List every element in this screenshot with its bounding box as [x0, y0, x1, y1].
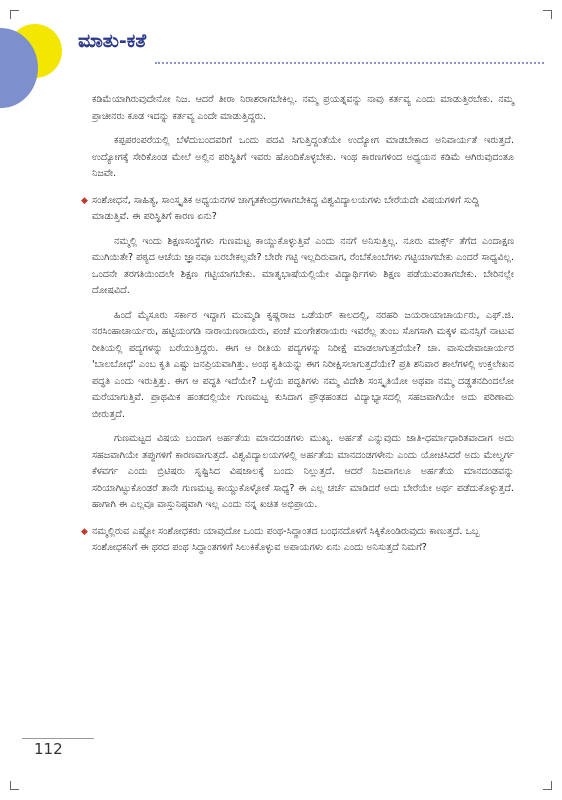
interview-question: [81, 524, 514, 557]
paragraph: ಕಡಿಮೆಯಾಗಿರುವುದೇನೋ ನಿಜ. ಆದರೆ ತೀರಾ ನಿರಾಶರಾಗಬೇಕಿಲ್ಲ. ನಮ್ಮ ಪ್ರಯತ್ನವನ್ನು ನಾವು ಕರ್ತವ್ಯ ಎಂದು ಮಾಡುತ್ತಿರಬೇಕು. ನಮ್ಮ ಪ್ರಾಚೀನರು ಕೂಡ ಇದನ್ನು ಕರ್ತವ್ಯ ಎಂದೇ ಮಾಡುತ್ತಿದ್ದರು.: [92, 94, 514, 122]
title-dotted-rule: [155, 62, 544, 64]
diamond-bullet-icon: ◆: [81, 195, 88, 206]
question-text: ಸಂಶೋಧನೆ, ಸಾಹಿತ್ಯ, ಸಾಂಸ್ಕೃತಿಕ ಅಧ್ಯಯನಗಳ ಜಾಗೃತಕೇಂದ್ರಗಳಾಗಬೇಕಿದ್ದ ವಿಶ್ವವಿದ್ಯಾಲಯಗಳು ಬೇರೆಯದೇ ವಿಷಯಗಳಿಗೆ ಸುದ್ದಿ ಮಾಡುತ್ತಿವೆ. ಈ ಪರಿಸ್ಥಿತಿಗೆ ಕಾರಣ ಏನು?: [92, 194, 480, 222]
page-number: 112: [34, 740, 63, 758]
diamond-bullet-icon: ◆: [81, 526, 88, 537]
paragraph: ನಮ್ಮಲ್ಲಿ ಇಂದು ಶಿಕ್ಷಣಸಂಸ್ಥೆಗಳು ಗುಣಮಟ್ಟ ಕಾಯ್ದುಕೊಳ್ಳುತ್ತಿವೆ ಎಂದು ನನಗೆ ಅನಿಸುತ್ತಿಲ್ಲ. ನೂರು ಮಾರ್ಕ್ಸ್ ತೆಗೆದ ಎಂದಾಕ್ಷಣ ಮುಗಿಯಿತೇ? ಪಠ್ಯದ ಆಚೆಯ ಜ್ಞಾನವೂ ಬರಬೇಕಲ್ಲವೇ? ಬೇರೇ ಗಟ್ಟಿ ಇಲ್ಲದಿರುವಾಗ, ರೆಂಬೆಕೊಂಬೆಗಳು ಗಟ್ಟಿಯಾಗಬೇಕು ಎಂದರೆ ಸಾಧ್ಯವಿಲ್ಲ. ಒಂದನೇ ತರಗತಿಯಿಂದಲೇ ಶಿಕ್ಷಣ ಗಟ್ಟಿಯಾಗಬೇಕು. ಮಾತೃಭಾಷೆಯಲ್ಲಿಯೇ ವಿದ್ಯಾರ್ಥಿಗಳು ಶಿಕ್ಷಣ ಪಡೆಯುವಂತಾಗಬೇಕು. ಬೇರಿನಲ್ಲೇ ದೋಷವಿದೆ.: [92, 235, 514, 296]
crop-mark-bottom-left: [10, 781, 19, 790]
paragraph: ಗುಣಮಟ್ಟದ ವಿಷಯ ಬಂದಾಗ ಅರ್ಹತೆಯ ಮಾನದಂಡಗಳು ಮುಖ್ಯ. ಅರ್ಹತೆ ಎನ್ನುವುದು ಜಾತಿ-ಧರ್ಮಾಧಾರಿತವಾದಾಗ ಅದು ಸಹಜವಾಗಿಯೇ ತಪ್ಪುಗಳಿಗೆ ಕಾರಣವಾಗುತ್ತದೆ. ವಿಶ್ವವಿದ್ಯಾಲಯಗಳಲ್ಲಿ ಅರ್ಹತೆಯ ಮಾನದಂಡಗಳೇನು ಎಂದು ಯೋಚಿಸಿದರೆ ಅದು ಮೇಲ್ವರ್ಗ ಕೆಳವರ್ಗ ಎಂದು ಬ್ರಿಟಿಷರು ಸೃಷ್ಟಿಸಿದ ವಿಷಜಾಲಕ್ಕೆ ಬಂದು ನಿಲ್ಲುತ್ತದೆ. ಆದರೆ ನಿಜವಾಗಲೂ ಅರ್ಹತೆಯ ಮಾನದಂಡವನ್ನು ಸರಿಯಾಗಿಟ್ಟುಕೊಂಡರೆ ತಾನೇ ಗುಣಮಟ್ಟ ಕಾಯ್ದುಕೊಳ್ಳೋಕೆ ಸಾಧ್ಯ? ಈ ಎಲ್ಲ ಚರ್ಚೆ ಮಾಡಿದರೆ ಅದು ಬೇರೆಯೇ ಅರ್ಥ ಪಡೆದುಕೊಳ್ಳುತ್ತದೆ. ಹಾಗಾಗಿ ಈ ಎಲ್ಲವೂ ವಾಸ್ತುನಿಷ್ಠವಾಗಿ ಇಲ್ಲ ಎಂದು ನನ್ನ ಖಚಿತ ಅಭಿಪ್ರಾಯ.: [92, 433, 514, 510]
footer-rule: [22, 738, 94, 739]
crop-mark-top-right: [543, 10, 552, 19]
crop-mark-bottom-right: [543, 781, 552, 790]
section-title: ಮಾತು-ಕತೆ: [78, 30, 147, 52]
article-body: [81, 92, 514, 565]
paragraph: ಕಪ್ಪಪರಂಪರೆಯಲ್ಲಿ ಬೆಳೆದುಬಂದವರಿಗೆ ಒಂದು ಪದವಿ ಸಿಗುತ್ತಿದ್ದಂತೆಯೇ ಉದ್ಯೋಗ ಮಾಡಬೇಕಾದ ಅನಿವಾರ್ಯತೆ ಇರುತ್ತದೆ. ಉದ್ಯೋಗಕ್ಕೆ ಸೇರಿಕೊಂಡ ಮೇಲೆ ಅಲ್ಲಿನ ಪರಿಸ್ಥಿತಿಗೆ ಇವರು ಹೊಂದಿಕೊಳ್ಳಬೇಕು. ಇಂಥ ಕಾರಣಗಳಿಂದ ಅಧ್ಯಯನ ಕಡಿಮೆ ಆಗಿರುವುದಂತೂ ನಿಜವೇ.: [92, 135, 514, 179]
paragraph: ಹಿಂದೆ ಮೈಸೂರು ಸರ್ಕಾರ ಇದ್ದಾಗ ಮುಮ್ಮಡಿ ಕೃಷ್ಣರಾಜ ಒಡೆಯರ್ ಕಾಲದಲ್ಲಿ, ನರಹರಿ ಜಯರಾಯಾಚಾರ್ಯರು, ಎಫ್.ಜಿ. ನರಸಿಂಹಾಚಾರ್ಯರು, ಹಟ್ಟಿಯಂಗಡಿ ನಾರಾಯಣರಾಯರು, ಪಂಜೆ ಮಂಗೇಶರಾಯರು ಇವರೆಲ್ಲ ತುಂಬ ಸೊಗಸಾಗಿ ಮಕ್ಕಳ ಮನಸ್ಸಿಗೆ ನಾಟುವ ರೀತಿಯಲ್ಲಿ ಪದ್ಯಗಳನ್ನು ಬರೆಯುತ್ತಿದ್ದರು. ಈಗ ಆ ರೀತಿಯ ಪದ್ಯಗಳನ್ನು ನಿರೀಕ್ಷೆ ಮಾಡಲಾಗುತ್ತದೆಯೇ? ಚಾ. ವಾಸುದೇವಾಚಾರ್ಯರ 'ಬಾಲಬೋಧೆ' ಎಂಬ ಕೃತಿ ಎಷ್ಟು ಜನಪ್ರಿಯವಾಗಿತ್ತು. ಅಂಥ ಕೃತಿಯನ್ನು ಈಗ ನಿರೀಕ್ಷಿಸಲಾಗುತ್ತದೆಯೇ? ಪ್ರತಿ ಶನಿವಾರ ಶಾಲೆಗಳಲ್ಲಿ ಉಕ್ತಲೇಖನ ಪದ್ಧತಿ ಎಂದು ಇರುತ್ತಿತ್ತು. ಈಗ ಆ ಪದ್ಧತಿ ಇದೆಯೇ? ಒಳ್ಳೆಯ ಪದ್ಧತಿಗಳು ನಮ್ಮ ವಿದೇಶಿ ಸಂಸ್ಕೃತಿಯೋ ಅಥವಾ ನಮ್ಮ ದಡ್ಡತನದಿಂದಲೋ ಮರೆಯಾಗುತ್ತಿವೆ. ಪ್ರಾಥಮಿಕ ಹಂತದಲ್ಲಿಯೇ ಗುಣಮಟ್ಟ ಕುಸಿದಾಗ ಪ್ರೌಢಹಂತದ ವಿದ್ಯಾಭ್ಯಾಸದಲ್ಲಿ ಸಹಜವಾಗಿಯೇ ಅದು ಪರಿಣಾಮ ಬೀರುತ್ತದೆ.: [92, 309, 514, 420]
interview-question: [81, 193, 514, 226]
question-text: ನಮ್ಮಲ್ಲಿರುವ ಎಷ್ಟೋ ಸಂಶೋಧಕರು ಯಾವುದೋ ಒಂದು ಪಂಥ-ಸಿದ್ಧಾಂತದ ಬಂಧನದೊಳಗೆ ಸಿಕ್ಕಿಕೊಂಡಿರುವುದು ಕಾಣುತ್ತದೆ. ಒಬ್ಬ ಸಂಶೋಧಕನಿಗೆ ಈ ಥರದ ಪಂಥ ಸಿದ್ಧಾಂತಗಳಿಗೆ ಸಿಲುಕಿಕೊಳ್ಳುವ ಅಪಾಯಗಳು ಏನು ಎಂದು ಅನಿಸುತ್ತದೆ ನಿಮಗೆ?: [92, 525, 480, 553]
header-decoration: [0, 0, 80, 120]
